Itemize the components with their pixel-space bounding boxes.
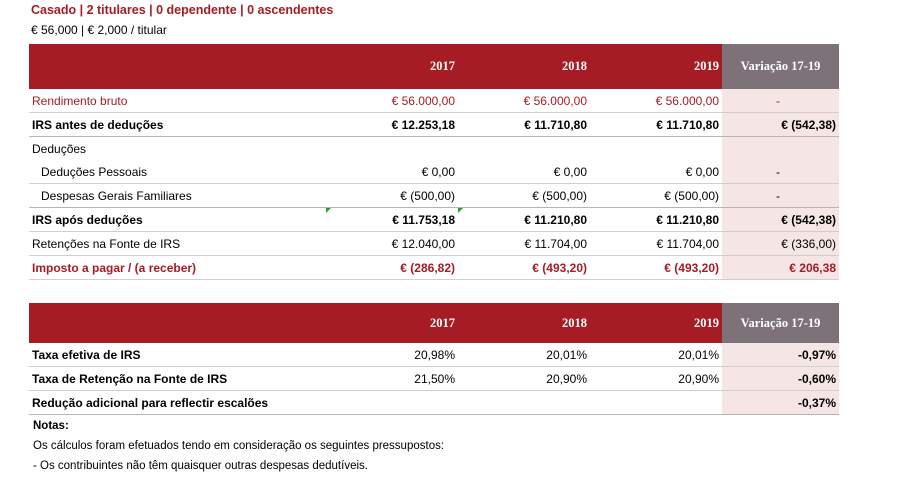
cell-2017 xyxy=(326,137,458,161)
row-despesas-gerais-familiares xyxy=(29,184,839,208)
cell-2017: € 12.040,00 xyxy=(326,232,458,256)
row-label: Imposto a pagar / (a receber) xyxy=(29,256,326,280)
column-header-variation: Variação 17-19 xyxy=(722,44,839,89)
cell-2019: € 0,00 xyxy=(590,160,722,184)
cell-2018: 20,90% xyxy=(458,367,590,391)
cell-variation: € 206,38 xyxy=(722,256,839,280)
row-label: Deduções xyxy=(32,141,87,156)
cell-2017: € 56.000,00 xyxy=(326,89,458,113)
cell-2017: € (500,00) xyxy=(326,184,458,208)
cell-variation: - xyxy=(722,89,839,113)
cell-2017: € 12.253,18 xyxy=(326,113,458,137)
row-label: IRS após deduções xyxy=(29,208,326,232)
row-deducoes-pessoais xyxy=(29,160,839,184)
row-irs-apos-deducoes xyxy=(29,208,839,232)
cell-variation xyxy=(722,137,839,161)
cell-2018: € 0,00 xyxy=(458,160,590,184)
cell-2018 xyxy=(458,208,590,232)
cell-2018 xyxy=(458,391,590,415)
row-deducoes xyxy=(29,137,839,161)
cell-2017 xyxy=(326,391,458,415)
row-reducao-adicional xyxy=(29,391,839,415)
cell-2018: 20,01% xyxy=(458,343,590,367)
column-header-2019: 2019 xyxy=(590,44,722,89)
column-header-2017: 2017 xyxy=(326,303,458,343)
cell-2019: € 11.710,80 xyxy=(590,113,722,137)
cell-2019 xyxy=(590,137,722,161)
column-header-2019: 2019 xyxy=(590,303,722,343)
page-subtitle: € 56,000 | € 2,000 / titular xyxy=(31,23,167,37)
cell-2018: € (500,00) xyxy=(458,184,590,208)
cell-2017: 20,98% xyxy=(326,343,458,367)
row-label: Retenções na Fonte de IRS xyxy=(29,232,326,256)
notes-line-2: - Os contribuintes não têm quaisquer outras despesas dedutíveis. xyxy=(33,460,368,472)
row-label: Despesas Gerais Familiares xyxy=(29,184,326,208)
cell-2017: € (286,82) xyxy=(326,256,458,280)
column-header-2018: 2018 xyxy=(458,44,590,89)
page-title: Casado | 2 titulares | 0 dependente | 0 ascendentes xyxy=(31,3,334,17)
cell-2019: € (493,20) xyxy=(590,256,722,280)
notes-line-1: Os cálculos foram efetuados tendo em consideração os seguintes pressupostos: xyxy=(33,440,445,452)
row-retencoes-fonte xyxy=(29,232,839,256)
cell-value: € 11.753,18 xyxy=(392,212,455,227)
cell-variation: € (542,38) xyxy=(722,113,839,137)
row-rendimento-bruto xyxy=(29,89,839,113)
row-label: IRS antes de deduções xyxy=(29,113,326,137)
row-irs-antes-deducoes xyxy=(29,113,839,137)
cell-2019: € 11.704,00 xyxy=(590,232,722,256)
cell-variation: - xyxy=(722,184,839,208)
notes-heading: Notas: xyxy=(33,420,69,432)
cell-2019: € 11.210,80 xyxy=(590,208,722,232)
column-header-2017: 2017 xyxy=(326,44,458,89)
cell-2019: 20,01% xyxy=(590,343,722,367)
cell-2017: 21,50% xyxy=(326,367,458,391)
cell-2019: € 56.000,00 xyxy=(590,89,722,113)
header-blank-cell xyxy=(29,303,326,343)
row-label: Taxa efetiva de IRS xyxy=(29,343,326,367)
table-header-row xyxy=(29,303,839,343)
cell-2018 xyxy=(458,137,590,161)
row-imposto-a-pagar xyxy=(29,256,839,280)
comment-indicator-icon xyxy=(326,208,331,213)
cell-2018: € 11.710,80 xyxy=(458,113,590,137)
cell-2017 xyxy=(326,208,458,232)
column-header-variation: Variação 17-19 xyxy=(722,303,839,343)
header-blank-cell xyxy=(29,44,326,89)
cell-2019: 20,90% xyxy=(590,367,722,391)
cell-variation: - xyxy=(722,160,839,184)
cell-variation: € (542,38) xyxy=(722,208,839,232)
cell-variation: -0,97% xyxy=(722,343,839,367)
table-header-row xyxy=(29,44,839,89)
cell-2018: € 56.000,00 xyxy=(458,89,590,113)
cell-variation: € (336,00) xyxy=(722,232,839,256)
column-header-2018: 2018 xyxy=(458,303,590,343)
cell-variation: -0,60% xyxy=(722,367,839,391)
cell-value: € 11.210,80 xyxy=(524,212,587,227)
row-label: Rendimento bruto xyxy=(29,89,326,113)
row-taxa-efetiva xyxy=(29,343,839,367)
irs-summary-table xyxy=(29,44,839,280)
cell-2019 xyxy=(590,391,722,415)
row-label: Deduções Pessoais xyxy=(29,160,326,184)
cell-2018: € (493,20) xyxy=(458,256,590,280)
tax-rate-table xyxy=(29,303,839,415)
comment-indicator-icon xyxy=(458,208,463,213)
cell-2017: € 0,00 xyxy=(326,160,458,184)
row-taxa-retencao xyxy=(29,367,839,391)
row-label: Redução adicional para reflectir escalões xyxy=(29,391,326,415)
row-label: Taxa de Retenção na Fonte de IRS xyxy=(29,367,326,391)
cell-2019: € (500,00) xyxy=(590,184,722,208)
cell-2018: € 11.704,00 xyxy=(458,232,590,256)
cell-variation: -0,37% xyxy=(722,391,839,415)
